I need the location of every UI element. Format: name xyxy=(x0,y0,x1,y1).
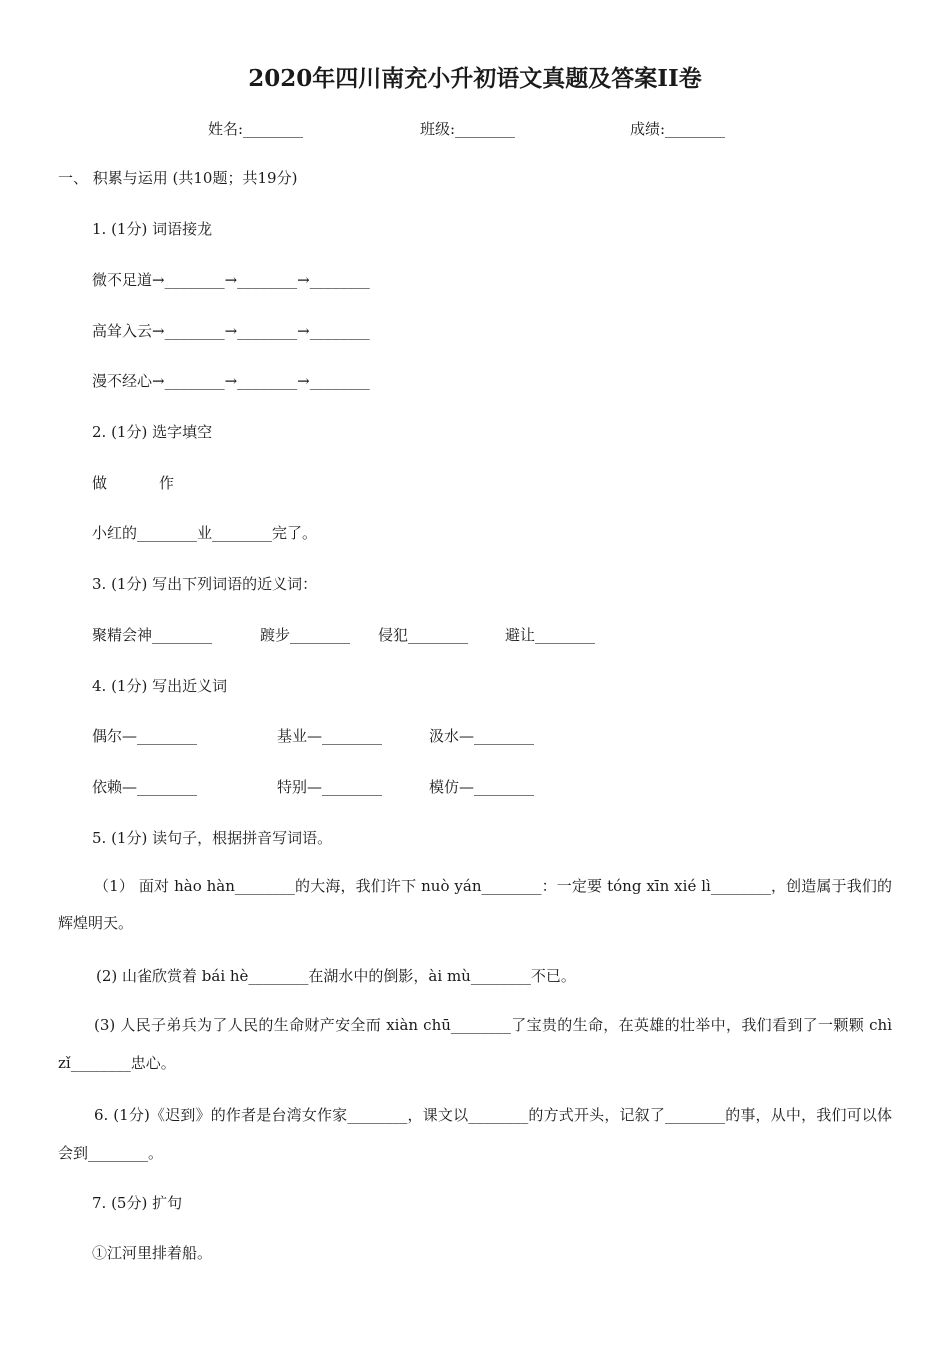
section-heading: 一、 积累与运用 (共10题；共19分) xyxy=(58,169,298,187)
question-2-header: 2. (1分) 选字填空 xyxy=(92,423,213,441)
q1-row-3[interactable]: 漫不经心→________→________→________ xyxy=(92,372,370,390)
q7-item-1: ①江河里排着船。 xyxy=(92,1244,213,1262)
name-field[interactable]: 姓名:________ xyxy=(208,120,304,138)
score-field[interactable]: 成绩:________ xyxy=(630,120,726,138)
q4-item-2[interactable]: 基业—________ xyxy=(277,727,383,745)
q2-sentence[interactable]: 小红的________业________完了。 xyxy=(92,524,318,542)
page-title: 2020年四川南充小升初语文真题及答案II卷 xyxy=(248,65,702,92)
question-1-header: 1. (1分) 词语接龙 xyxy=(92,220,213,238)
q5-sentence-2[interactable]: (2) 山雀欣赏着 bái hè________在湖水中的倒影，ài mù________不已。 xyxy=(96,967,576,985)
q2-option-1: 做 xyxy=(92,474,108,492)
q4-item-3[interactable]: 汲水—________ xyxy=(429,727,535,745)
q3-item-3[interactable]: 侵犯________ xyxy=(378,626,469,644)
question-5-header: 5. (1分) 读句子，根据拼音写词语。 xyxy=(92,829,333,847)
q5-sentence-3[interactable]: (3) 人民子弟兵为了人民的生命财产安全而 xiàn chū________了宝贵的生命，在英雄的壮举中，我们看到了一颗颗 chì zǐ________忠心。 xyxy=(58,1016,892,1072)
q4-item-1[interactable]: 偶尔—________ xyxy=(92,727,198,745)
q2-option-2: 作 xyxy=(159,474,175,492)
question-7-header: 7. (5分) 扩句 xyxy=(92,1194,183,1212)
q1-row-1[interactable]: 微不足道→________→________→________ xyxy=(92,271,370,289)
q1-row-2[interactable]: 高耸入云→________→________→________ xyxy=(92,322,370,340)
q3-item-2[interactable]: 踱步________ xyxy=(260,626,351,644)
q3-item-4[interactable]: 避让________ xyxy=(505,626,596,644)
q5-sentence-1[interactable]: （1） 面对 hào hàn________的大海，我们许下 nuò yán________：一定要 tóng xīn xié lì________，创造属于我们的辉煌明天。 xyxy=(58,877,892,932)
q4-item-6[interactable]: 模仿—________ xyxy=(429,778,535,796)
q4-item-5[interactable]: 特别—________ xyxy=(277,778,383,796)
q3-item-1[interactable]: 聚精会神________ xyxy=(92,626,213,644)
question-6[interactable]: 6. (1分)《迟到》的作者是台湾女作家________，课文以________的方式开头，记叙了________的事，从中，我们可以体会到________。 xyxy=(58,1106,892,1162)
question-4-header: 4. (1分) 写出近义词 xyxy=(92,677,228,695)
q4-item-4[interactable]: 依赖—________ xyxy=(92,778,198,796)
class-field[interactable]: 班级:________ xyxy=(420,120,516,138)
question-3-header: 3. (1分) 写出下列词语的近义词： xyxy=(92,575,318,593)
